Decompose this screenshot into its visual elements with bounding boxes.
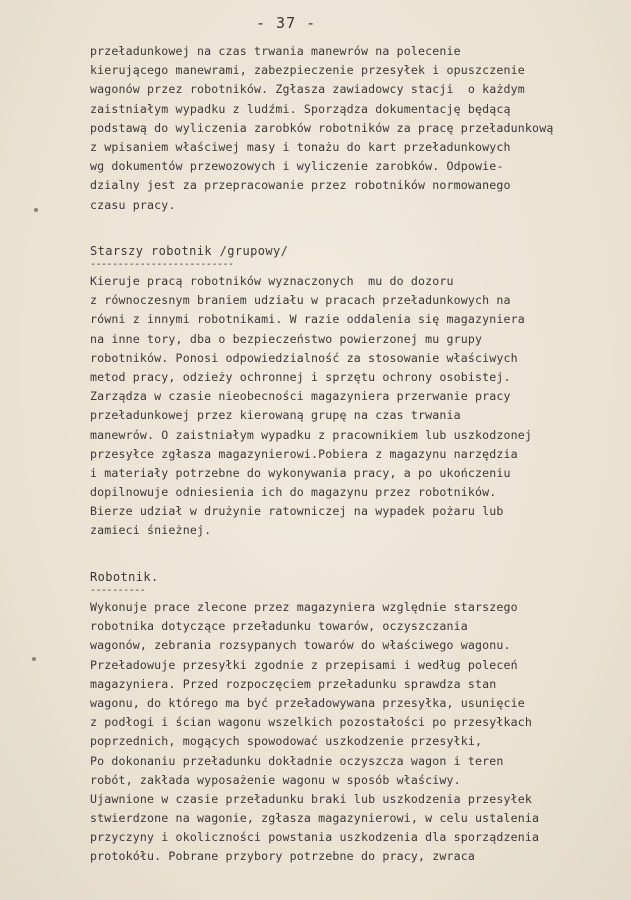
text-line: przesyłce zgłasza magazynierowi.Pobiera z magazynu narzędzia: [90, 446, 518, 461]
text-line: Bierze udział w drużynie ratowniczej na wypadek pożaru lub: [90, 504, 504, 519]
text-line: Wykonuje prace zlecone przez magazyniera względnie starszego: [90, 600, 518, 614]
text-line: z wpisaniem właściwej masy i tonażu do kart przeładunkowych: [90, 139, 511, 154]
text-line: wagonu, do którego ma być przeładowywana przesyłka, usunięcie: [90, 695, 525, 710]
punch-hole-mark: [32, 657, 36, 661]
text-line: równi z innymi robotnikami. W razie oddalenia się magazyniera: [90, 312, 525, 327]
text-line: poprzednich, mogących spowodować uszkodzenie przesyłki,: [90, 734, 483, 749]
text-line: i materiały potrzebne do wykonywania pracy, a po ukończeniu: [90, 465, 511, 480]
text-line: Po dokonaniu przeładunku dokładnie oczyszcza wagon i teren: [90, 753, 504, 768]
starszy-paragraph: [90, 272, 610, 541]
text-line: przeładunkowej przez kierowaną grupę na czas trwania: [90, 408, 461, 423]
heading-underline: --------------------------: [90, 262, 234, 268]
intro-paragraph: [90, 42, 610, 215]
section-heading-starszy: Starszy robotnik /grupowy/: [90, 244, 289, 258]
text-line: przyczyny i okoliczności powstania uszkodzenia dla sporządzenia: [90, 830, 540, 845]
text-line: dzialny jest za przepracowanie przez robotników normowanego: [90, 178, 511, 193]
text-line: robót, zakłada wyposażenie wagonu w sposób właściwy.: [90, 772, 461, 787]
text-line: magazyniera. Przed rozpoczęciem przeładunku sprawdza stan: [90, 676, 497, 691]
text-line: na inne tory, dba o bezpieczeństwo powierzonej mu grupy: [90, 331, 483, 346]
text-line: z równoczesnym braniem udziału w pracach przeładunkowych na: [90, 293, 511, 308]
text-line: wg dokumentów przewozowych i wyliczenie zarobków. Odpowie-: [90, 159, 504, 174]
text-line: Kieruje pracą robotników wyznaczonych mu do dozoru: [90, 274, 454, 288]
text-line: zaistniałym wypadku z ludźmi. Sporządza dokumentację będącą: [90, 101, 511, 116]
text-line: z podłogi i ścian wagonu wszelkich pozostałości po przesyłkach: [90, 715, 533, 730]
text-line: stwierdzone na wagonie, zgłasza magazynierowi, w celu ustalenia: [90, 811, 540, 826]
text-line: wagonów przez robotników. Zgłasza zawiadowcy stacji o każdym: [90, 82, 525, 97]
text-line: dopilnowuje odniesienia ich do magazynu przez robotników.: [90, 485, 497, 500]
text-line: metod pracy, odzieży ochronnej i sprzętu ochrony osobistej.: [90, 369, 511, 384]
text-line: Przeładowuje przesyłki zgodnie z przepisami i według poleceń: [90, 657, 518, 672]
text-line: wagonów, zebrania rozsypanych towarów do właściwego wagonu.: [90, 638, 511, 653]
text-line: zamieci śnieżnej.: [90, 523, 212, 538]
text-line: czasu pracy.: [90, 197, 176, 212]
text-line: robotników. Ponosi odpowiedzialność za stosowanie właściwych: [90, 350, 518, 365]
text-line: Zarządza w czasie nieobecności magazyniera przerwanie pracy: [90, 389, 511, 404]
robotnik-paragraph: [90, 598, 610, 867]
text-line: kierującego manewrami, zabezpieczenie przesyłek i opuszczenie: [90, 63, 525, 78]
heading-underline: ----------: [90, 588, 146, 594]
text-line: podstawą do wyliczenia zarobków robotników za pracę przeładunkową: [90, 120, 554, 135]
punch-hole-mark: [34, 208, 38, 212]
section-heading-robotnik: Robotnik.: [90, 570, 159, 584]
text-line: robotnika dotyczące przeładunku towarów, oczyszczania: [90, 619, 468, 634]
text-line: protokółu. Pobrane przybory potrzebne do pracy, zwraca: [90, 849, 476, 864]
page-number: - 37 -: [256, 14, 317, 32]
text-line: Ujawnione w czasie przeładunku braki lub uszkodzenia przesyłek: [90, 791, 533, 806]
text-line: manewrów. O zaistniałym wypadku z pracownikiem lub uszkodzonej: [90, 427, 533, 442]
text-line: przeładunkowej na czas trwania manewrów na polecenie: [90, 44, 461, 58]
